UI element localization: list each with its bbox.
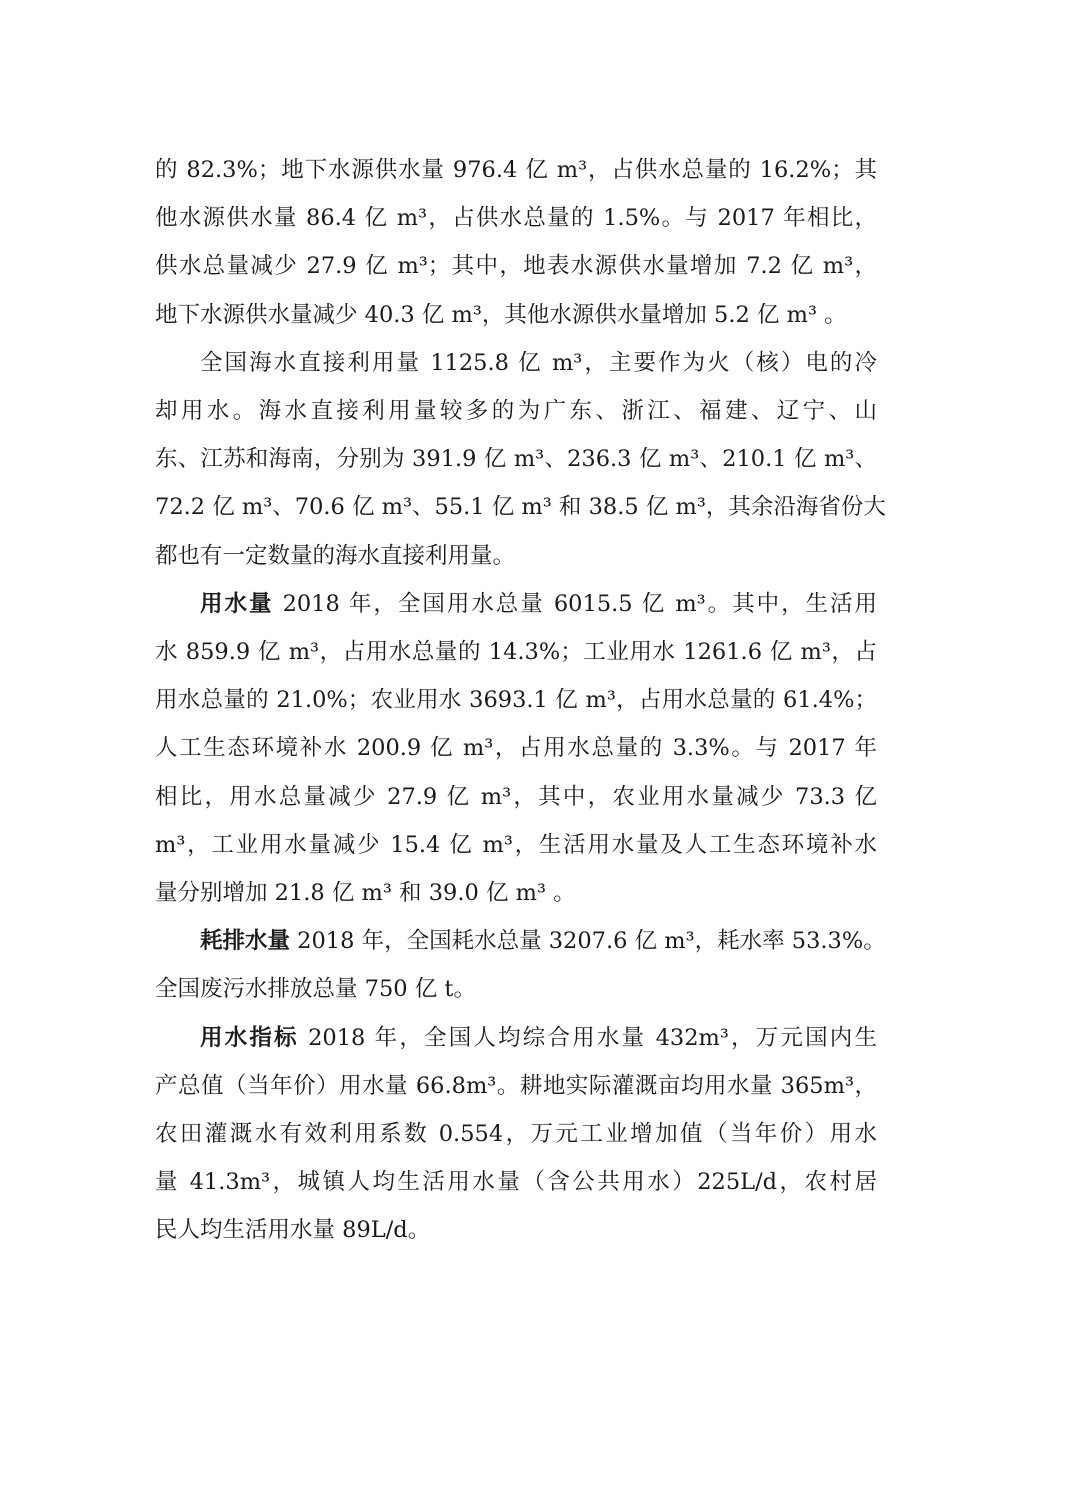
text-line: 全国海水直接利用量 1125.8 亿 m³，主要作为火（核）电的冷: [200, 349, 877, 376]
text-span: 2018 年，全国人均综合用水量 432m³，万元国内生: [298, 1024, 877, 1051]
text-line: 他水源供水量 86.4 亿 m³，占供水总量的 1.5%。与 2017 年相比，: [155, 205, 877, 232]
text-line: m³，工业用水量减少 15.4 亿 m³，生活用水量及人工生态环境补水: [155, 831, 877, 858]
text-line: 民人均生活用水量 89L/d。: [155, 1217, 431, 1244]
text-line: 地下水源供水量减少 40.3 亿 m³，其他水源供水量增加 5.2 亿 m³ 。: [155, 301, 847, 328]
text-line: 水 859.9 亿 m³，占用水总量的 14.3%；工业用水 1261.6 亿 m³，占: [155, 639, 877, 666]
text-line: 东、江苏和海南，分别为 391.9 亿 m³、236.3 亿 m³、210.1 亿 m³、: [155, 446, 877, 473]
text-line: 却用水。海水直接利用量较多的为广东、浙江、福建、辽宁、山: [155, 398, 877, 425]
text-line: 相比，用水总量减少 27.9 亿 m³，其中，农业用水量减少 73.3 亿: [155, 783, 877, 810]
text-line: 72.2 亿 m³、70.6 亿 m³、55.1 亿 m³ 和 38.5 亿 m³，其余沿海省份大: [155, 494, 886, 521]
paragraph-indicators: [155, 1014, 877, 1255]
section-heading-water-use: 用水量: [200, 590, 274, 617]
text-line: 供水总量减少 27.9 亿 m³；其中，地表水源供水量增加 7.2 亿 m³，: [155, 253, 877, 280]
text-line: 农田灌溉水有效利用系数 0.554，万元工业增加值（当年价）用水: [155, 1121, 877, 1148]
text-span: 2018 年，全国用水总量 6015.5 亿 m³。其中，生活用: [273, 590, 877, 617]
text-line: 用水总量的 21.0%；农业用水 3693.1 亿 m³，占用水总量的 61.4%；: [155, 687, 877, 714]
paragraph-consumption: [155, 917, 886, 1013]
text-line: 都也有一定数量的海水直接利用量。: [155, 542, 516, 569]
text-line: 产总值（当年价）用水量 66.8m³。耕地实际灌溉亩均用水量 365m³，: [155, 1072, 877, 1099]
section-heading-consumption: 耗排水量: [200, 928, 291, 955]
text-line: [155, 580, 877, 628]
paragraph-seawater: [155, 339, 886, 580]
body-text: [155, 146, 886, 1255]
text-line: [155, 1014, 877, 1062]
text-line: [155, 917, 886, 965]
text-line: 人工生态环境补水 200.9 亿 m³，占用水总量的 3.3%。与 2017 年: [155, 735, 877, 762]
text-span: 2018 年，全国耗水总量 3207.6 亿 m³，耗水率 53.3%。: [290, 928, 886, 955]
text-line: 量 41.3m³，城镇人均生活用水量（含公共用水）225L/d，农村居: [155, 1169, 877, 1196]
paragraph-water-supply: [155, 146, 877, 339]
paragraph-water-use: [155, 580, 877, 917]
section-heading-indicators: 用水指标: [200, 1024, 299, 1051]
text-line: 全国废污水排放总量 750 亿 t。: [155, 976, 476, 1003]
text-line: 的 82.3%；地下水源供水量 976.4 亿 m³，占供水总量的 16.2%；其: [155, 157, 877, 183]
text-line: 量分别增加 21.8 亿 m³ 和 39.0 亿 m³ 。: [155, 880, 576, 907]
